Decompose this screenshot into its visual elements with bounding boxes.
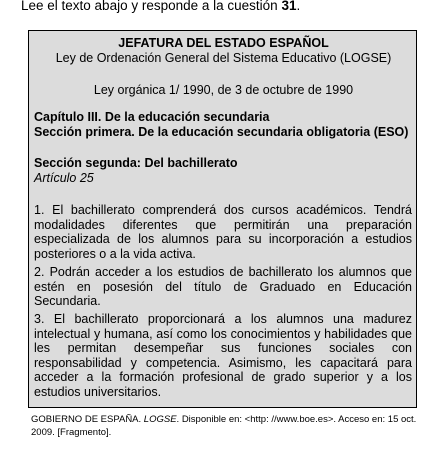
question-number: 31 xyxy=(281,0,297,13)
header-title: JEFATURA DEL ESTADO ESPAÑOL xyxy=(118,36,329,50)
source-citation xyxy=(31,413,417,439)
section-two-heading: Sección segunda: Del bachillerato xyxy=(34,156,238,170)
paragraph-1: 1. El bachillerato comprenderá dos cursos académicos. Tendrá modalidades diferentes que permitirán una preparación especializada de los alumnos para su incorporación a estudios posteriores o a la vida activa. xyxy=(34,203,412,261)
paragraph-3: 3. El bachillerato proporcionará a los alumnos una madurez intelectual y humana, así como los conocimientos y habilidades que les permitan desempeñar sus funciones sociales con responsabilidad y competencia. Asimismo, les capacitará para acceder a la formación profesional de grado superior y a los estudios universitarios. xyxy=(34,312,412,399)
document-box xyxy=(28,30,417,408)
source-title: LOGSE xyxy=(143,414,177,425)
paragraph-2: 2. Podrán acceder a los estudios de bachillerato los alumnos que estén en posesión del título de Graduado en Educación Secundaria. xyxy=(34,265,412,309)
header-subtitle: Ley de Ordenación General del Sistema Educativo (LOGSE) xyxy=(55,51,392,65)
article-heading: Artículo 25 xyxy=(34,171,94,185)
instruction-suffix: . xyxy=(296,0,301,13)
instruction-text: Lee el texto abajo y responde a la cuestión xyxy=(21,0,282,13)
section-one-heading: Sección primera. De la educación secundaria obligatoria (ESO) xyxy=(34,125,409,139)
chapter-heading: Capítulo III. De la educación secundaria xyxy=(34,110,270,124)
question-instruction xyxy=(21,0,300,14)
source-details: . Disponible en: <http: //www.boe.es>. Acceso en: 15 oct. 2009. [Fragmento]. xyxy=(31,414,417,438)
law-reference: Ley orgánica 1/ 1990, de 3 de octubre de 1990 xyxy=(93,83,354,97)
source-author: GOBIERNO DE ESPAÑA. xyxy=(31,414,144,425)
